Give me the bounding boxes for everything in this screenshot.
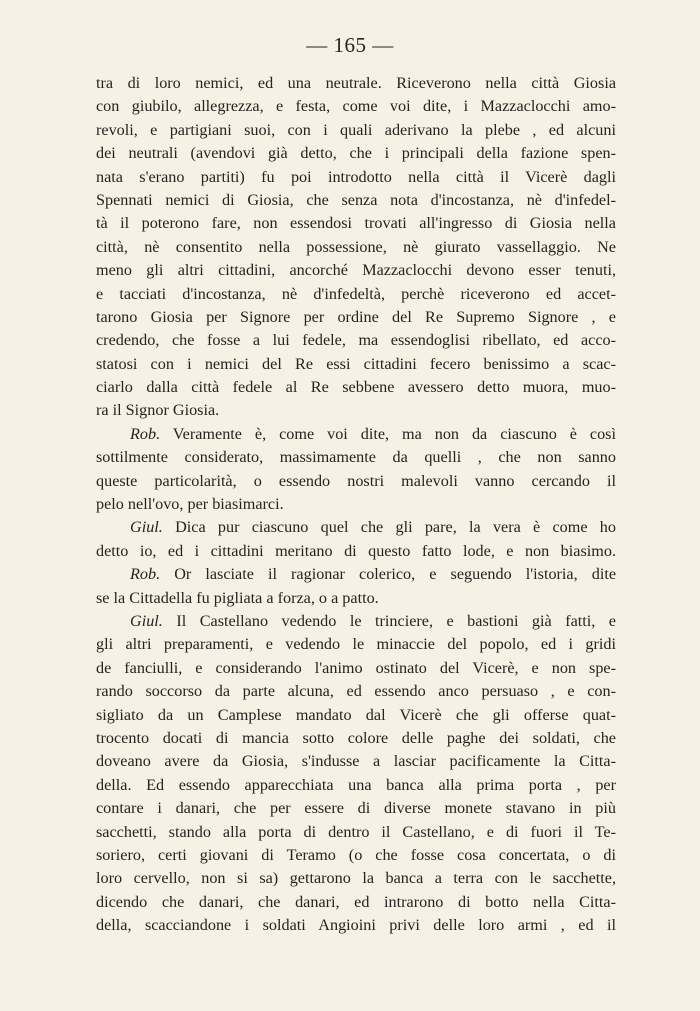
page-number: — 165 — bbox=[306, 33, 394, 57]
text-line bbox=[96, 891, 616, 914]
line-text: gli altri preparamenti, e vedendo le minaccie del popolo, ed i gridi bbox=[96, 635, 616, 654]
line-text: della. Ed essendo apparecchiata una banca alla prima porta , per bbox=[96, 775, 616, 794]
text-line bbox=[96, 142, 616, 165]
line-text: de fanciulli, e considerando l'animo ostinato del Vicerè, e non spe- bbox=[96, 658, 616, 677]
line-text: revoli, e partigiani suoi, con i quali aderivano la plebe , ed alcuni bbox=[96, 120, 616, 139]
text-line bbox=[96, 259, 616, 282]
text-line bbox=[96, 353, 616, 376]
line-text: dicendo che danari, che danari, ed intrarono di botto nella Citta- bbox=[96, 892, 616, 911]
line-text: sigliato da un Camplese mandato dal Vicerè che gli offerse quat- bbox=[96, 705, 616, 724]
text-line bbox=[96, 446, 616, 469]
speaker-label: Rob. bbox=[130, 424, 161, 443]
text-line bbox=[96, 236, 616, 259]
speaker-label: Giul. bbox=[130, 611, 163, 630]
text-line bbox=[96, 633, 616, 656]
line-text: dei neutrali (avendovi già detto, che i principali della fazione spen- bbox=[96, 144, 616, 163]
text-line bbox=[96, 680, 616, 703]
line-text: trocento docati di mancia sotto colore delle paghe dei soldati, che bbox=[96, 728, 616, 747]
text-line bbox=[96, 540, 616, 563]
text-line bbox=[96, 329, 616, 352]
text-line bbox=[96, 189, 616, 212]
text-line bbox=[96, 914, 616, 937]
text-line bbox=[96, 119, 616, 142]
text-line bbox=[96, 423, 616, 446]
text-line bbox=[96, 774, 616, 797]
line-text: detto io, ed i cittadini meritano di questo fatto lode, e non biasimo. bbox=[96, 541, 616, 560]
line-text: tarono Giosia per Signore per ordine del Re Supremo Signore , e bbox=[96, 307, 616, 326]
line-text: ra il Signor Giosia. bbox=[96, 401, 220, 420]
line-text: ciarlo dalla città fedele al Re sebbene avessero detto muora, muo- bbox=[96, 378, 616, 397]
line-text: rando soccorso da parte alcuna, ed essendo anco persuaso , e con- bbox=[96, 682, 616, 701]
line-text: Veramente è, come voi dite, ma non da ciascuno è così bbox=[172, 424, 616, 443]
line-text: Or lasciate il ragionar colerico, e seguendo l'istoria, dite bbox=[174, 565, 617, 584]
text-line bbox=[96, 493, 616, 516]
line-text: città, nè consentito nella possessione, nè giurato vassellaggio. Ne bbox=[96, 237, 616, 256]
text-line bbox=[96, 867, 616, 890]
line-text: tra di loro nemici, ed una neutrale. Riceverono nella città Giosia bbox=[96, 74, 616, 92]
line-text: tà il poterono fare, non essendosi trovati all'ingresso di Giosia nella bbox=[96, 214, 616, 233]
line-text: soriero, certi giovani di Teramo (o che fosse cosa concertata, o di bbox=[96, 845, 616, 864]
line-text: e tacciati d'incostanza, nè d'infedeltà, perchè riceverono ed accet- bbox=[96, 284, 616, 303]
line-text: con giubilo, allegrezza, e festa, come voi dite, i Mazzaclocchi amo- bbox=[96, 97, 616, 116]
line-text: Spennati nemici di Giosia, che senza nota d'incostanza, nè d'infedel- bbox=[96, 190, 616, 209]
line-text: sottilmente considerato, massimamente da quelli , che non sanno bbox=[96, 448, 616, 467]
line-text: pelo nell'ovo, per biasimarci. bbox=[96, 495, 284, 514]
line-text: loro cervello, non si sa) gettarono la banca a terra con le sacchette, bbox=[96, 869, 616, 888]
line-text: Dica pur ciascuno quel che gli pare, la vera è come ho bbox=[175, 518, 616, 537]
line-text: contare i danari, che per essere di diverse monete stavano in più bbox=[96, 799, 616, 818]
line-text: Il Castellano vedendo le trinciere, e bastioni già fatti, e bbox=[176, 611, 616, 630]
line-text: se la Cittadella fu pigliata a forza, o a patto. bbox=[96, 588, 379, 607]
text-line bbox=[96, 797, 616, 820]
line-text: statosi con i nemici del Re essi cittadini fecero benissimo a scac- bbox=[96, 354, 616, 373]
line-text: sacchetti, stando alla porta di dentro il Castellano, e di fuori il Te- bbox=[96, 822, 616, 841]
text-line bbox=[96, 166, 616, 189]
text-line bbox=[96, 516, 616, 539]
line-text: meno gli altri cittadini, ancorché Mazzaclocchi devono esser tenuti, bbox=[96, 261, 616, 280]
text-line bbox=[96, 95, 616, 118]
speaker-label: Giul. bbox=[130, 518, 163, 537]
text-line bbox=[96, 563, 616, 586]
text-line bbox=[96, 212, 616, 235]
line-text: nata s'erano partiti) fu poi introdotto nella città il Vicerè dagli bbox=[96, 167, 616, 186]
line-text: credendo, che fosse a lui fedele, ma essendoglisi ribellato, ed acco- bbox=[96, 331, 616, 350]
text-line bbox=[96, 376, 616, 399]
text-line bbox=[96, 750, 616, 773]
text-line bbox=[96, 306, 616, 329]
text-line bbox=[96, 727, 616, 750]
text-line bbox=[96, 844, 616, 867]
text-line bbox=[96, 657, 616, 680]
text-line bbox=[96, 704, 616, 727]
body-text bbox=[96, 72, 616, 937]
text-line bbox=[96, 283, 616, 306]
text-line bbox=[96, 470, 616, 493]
text-line bbox=[96, 610, 616, 633]
line-text: queste particolarità, o essendo nostri malevoli vanno cercando il bbox=[96, 471, 616, 490]
line-text: doveano avere da Giosia, s'indusse a lasciar pacificamente la Citta- bbox=[96, 752, 616, 771]
text-line bbox=[96, 399, 616, 422]
line-text: della, scacciandone i soldati Angioini privi delle loro armi , ed il bbox=[96, 916, 616, 935]
text-line bbox=[96, 587, 616, 610]
text-line bbox=[96, 72, 616, 95]
text-line bbox=[96, 821, 616, 844]
speaker-label: Rob. bbox=[130, 565, 161, 584]
